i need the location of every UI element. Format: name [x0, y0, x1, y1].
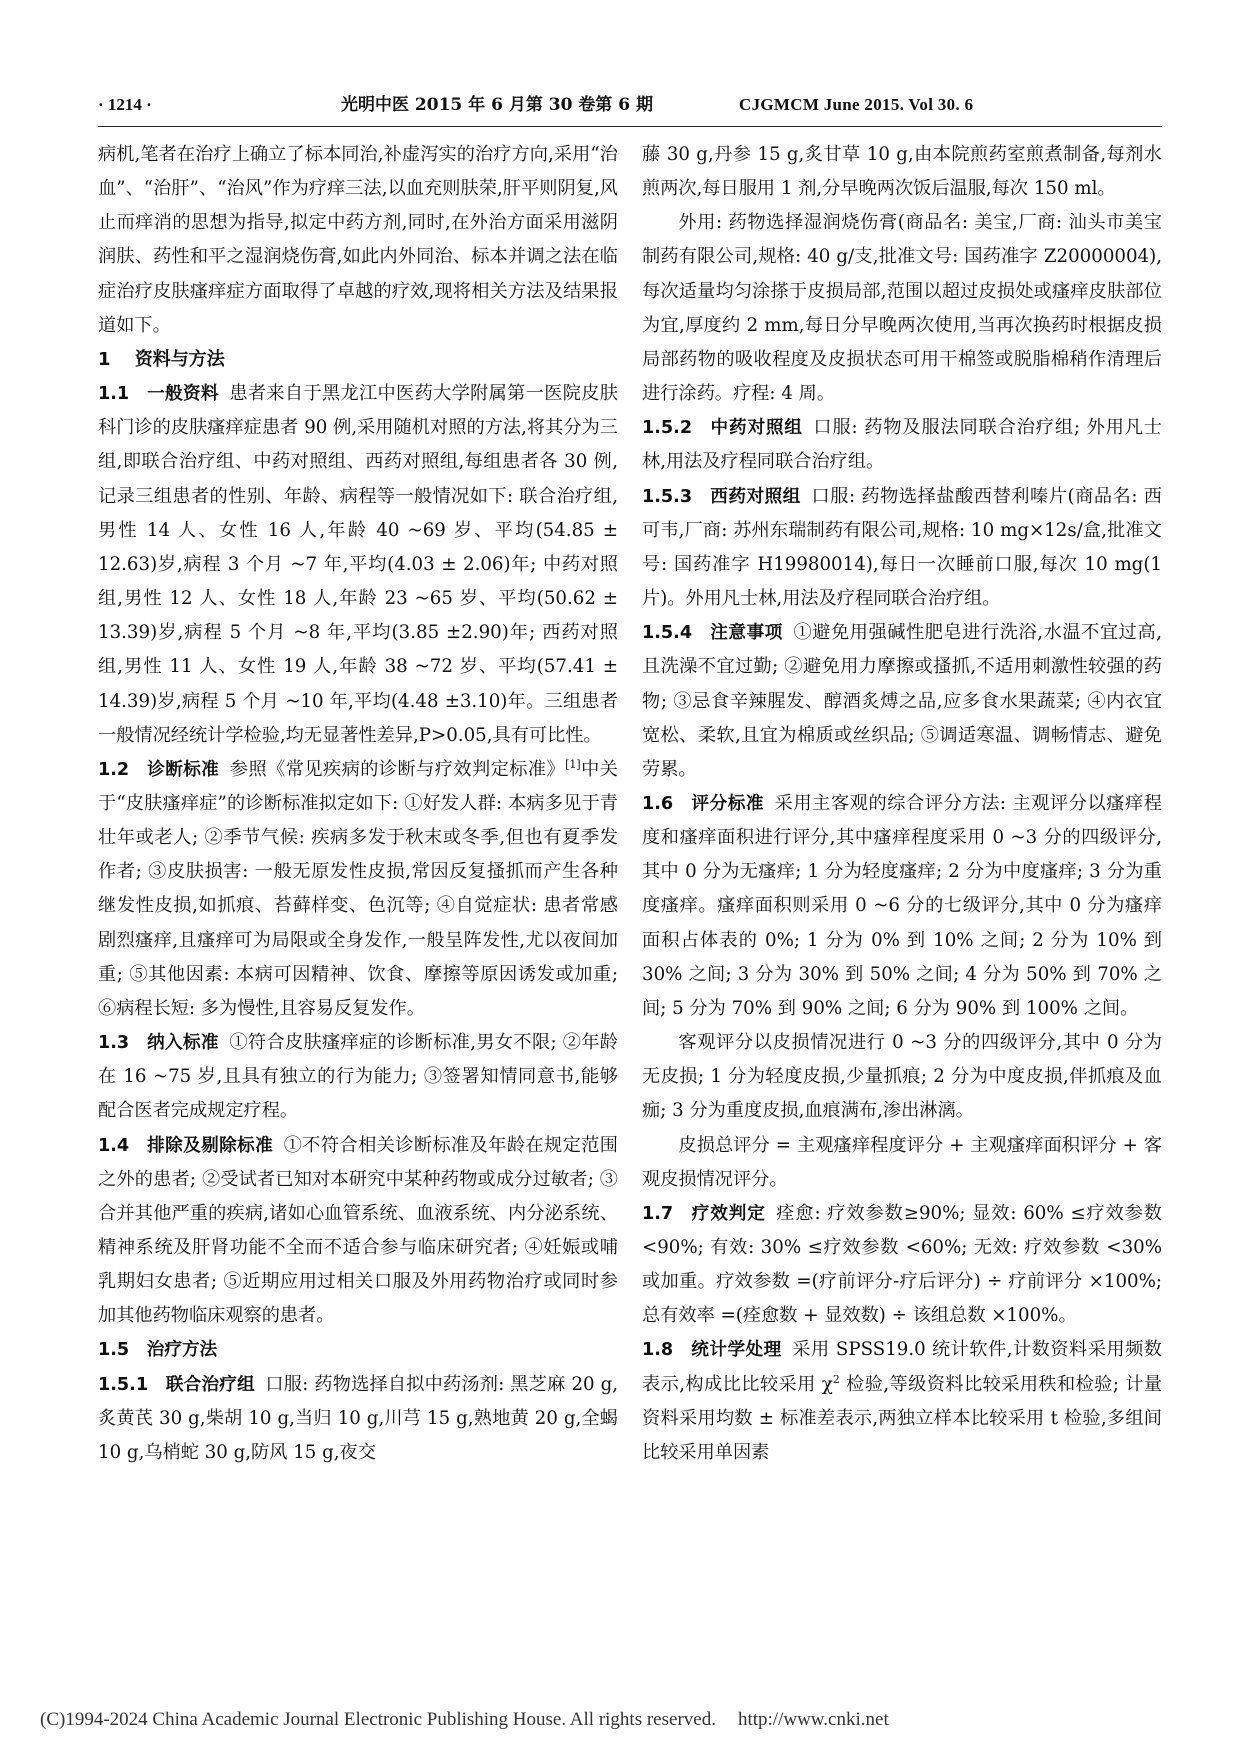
- subsection-text: ①符合皮肤瘙痒症的诊断标准,男女不限; ②年龄在 16 ~75 岁,且具有独立的行为能力; ③签署知情同意书,能够配合医者完成规定疗程。: [98, 1032, 618, 1122]
- subsection-number: 1.5.3: [642, 486, 693, 507]
- subsection-text: ①避免用强碱性肥皂进行洗浴,水温不宜过高,且洗澡不宜过勤; ②避免用力摩擦或搔抓,不适用刺激性较强的药物; ③忌食辛辣腥发、醇酒炙煿之品,应多食水果蔬菜; ④内衣宜宽松、柔软,且宜为棉质或丝织品; ⑤调适寒温、调畅情志、避免劳累。: [642, 622, 1162, 780]
- subsection-text: 口服: 药物选择盐酸西替利嗪片(商品名: 西可韦,厂商: 苏州东瑞制药有限公司,规格: 10 mg×12s/盒,批准文号: 国药准字 H19980014),每日一次睡前口服,每次 10 mg(1 片)。外用凡士林,用法及疗程同联合治疗组。: [642, 485, 1162, 610]
- running-header: [98, 92, 1162, 118]
- subsection-text: 采用 SPSS19.0 统计软件,计数资料采用频数表示,构成比比较采用 χ: [642, 1339, 1162, 1395]
- subsection-text: 痊愈: 疗效参数≥90%; 显效: 60% ≤疗效参数 <90%; 有效: 30% ≤疗效参数 <60%; 无效: 疗效参数 <30% 或加重。疗效参数 =(疗前评分-疗后评分) ÷ 疗前评分 ×100%; 总有效率 =(痊愈数 + 显效数) ÷ 该组总数 ×100%。: [642, 1202, 1162, 1327]
- subsection-text: 患者来自于黑龙江中医药大学附属第一医院皮肤科门诊的皮肤瘙痒症患者 90 例,采用随机对照的方法,将其分为三组,即联合治疗组、中药对照组、西药对照组,每组患者各 30 例,记录三组患者的性别、年龄、病程等一般情况如下: 联合治疗组,男性 14 人、女性 16 人,年龄 40 ~69 岁、平均(54.85 ± 12.63)岁,病程 3 个月 ~7 年,平均(4.03 ± 2.06)年; 中药对照组,男性 12 人、女性 18 人,年龄 23 ~65 岁、平均(50.62 ± 13.39)岁,病程 5 个月 ~8 年,平均(3.85 ±2.90)年; 西药对照组,男性 11 人、女性 19 人,年龄 38 ~72 岁、平均(57.41 ± 14.39)岁,病程 5 个月 ~10 年,平均(4.48 ±3.10)年。三组患者一般情况经统计学检验,均无显著性差异,P>0.05,具有可比性。: [98, 383, 618, 746]
- subsection-heading: [98, 1033, 219, 1053]
- copyright-text: (C)1994-2024 China Academic Journal Electronic Publishing House. All rights reserved.: [40, 1709, 716, 1730]
- subsection-heading: [642, 623, 783, 643]
- section-1-8: [642, 1333, 1162, 1470]
- page-number: · 1214 ·: [98, 95, 152, 114]
- subsection-number: 1.5.1: [98, 1374, 149, 1395]
- section-1-7: [642, 1197, 1162, 1334]
- subsection-title: 纳入标准: [146, 1033, 219, 1054]
- subsection-text: 采用主客观的综合评分方法: 主观评分以瘙痒程度和瘙痒面积进行评分,其中瘙痒程度采用 0 ~3 分的四级评分,其中 0 分为无瘙痒; 1 分为轻度瘙痒; 2 分为中度瘙痒; 3 分为重度瘙痒。瘙痒面积则采用 0 ~6 分的七级评分,其中 0 分为瘙痒面积占体表的 0%; 1 分为 0% 到 10% 之间; 2 分为 10% 到 30% 之间; 3 分为 30% 到 50% 之间; 4 分为 50% 到 70% 之间; 5 分为 70% 到 90% 之间; 6 分为 90% 到 100% 之间。: [642, 792, 1162, 1019]
- subsection-heading: [98, 1340, 217, 1360]
- left-column: [98, 138, 618, 1470]
- header-rule: [98, 126, 1162, 127]
- subsection-title: 西药对照组: [709, 486, 801, 507]
- subsection-number: 1.6: [642, 793, 674, 814]
- subsection-heading: [642, 487, 801, 507]
- subsection-text: 检验,等级资料比较采用秩和检验; 计量资料采用均数 ± 标准差表示,两独立样本比较采用 t 检验,多组间比较采用单因素: [642, 1373, 1162, 1463]
- subsection-heading: [98, 1136, 273, 1156]
- subsection-number: 1.2: [98, 759, 130, 780]
- subsection-title: 中药对照组: [709, 418, 803, 439]
- subsection-number: 1.5.2: [642, 418, 693, 439]
- subsection-heading: [98, 760, 219, 780]
- section-title: 资料与方法: [134, 348, 225, 370]
- section-1-5-3: [642, 480, 1162, 617]
- paragraph-continued: 藤 30 g,丹参 15 g,炙甘草 10 g,由本院煎药室煎煮制备,每剂水煎两次,每日服用 1 剂,分早晚两次饭后温服,每次 150 ml。: [642, 144, 1162, 200]
- footer-copyright: [40, 1706, 1220, 1734]
- subsection-heading: [98, 1375, 255, 1395]
- subsection-number: 1.8: [642, 1340, 674, 1361]
- external-use-paragraph: 外用: 药物选择湿润烧伤膏(商品名: 美宝,厂商: 汕头市美宝制药有限公司,规格: 40 g/支,批准文号: 国药准字 Z20000004),每次适量均匀涂搽于皮损局部,范围以超过皮损处或瘙痒皮肤部位为宜,厚度约 2 mm,每日分早晚两次使用,当再次换药时根据皮损局部药物的吸收程度及皮损状态可用干棉签或脱脂棉稍作清理后进行涂药。疗程: 4 周。: [642, 212, 1162, 405]
- subsection-title: 评分标准: [690, 793, 765, 814]
- subsection-heading: [642, 794, 764, 814]
- section-1-6: [642, 787, 1162, 1026]
- section-1-5-4: [642, 616, 1162, 787]
- subsection-heading: [642, 1204, 766, 1224]
- subsection-heading: [98, 384, 219, 404]
- subsection-number: 1.3: [98, 1033, 130, 1054]
- subsection-number: 1.5.4: [642, 623, 693, 644]
- subsection-title: 治疗方法: [146, 1340, 218, 1361]
- footer-url-link[interactable]: http://www.cnki.net: [737, 1709, 889, 1730]
- journal-title-en: CJGMCM June 2015. Vol 30. 6: [739, 95, 974, 114]
- citation-reference: [1]: [565, 757, 581, 771]
- subsection-heading: [642, 418, 803, 438]
- subsection-text: 口服: 药物选择自拟中药汤剂: 黑芝麻 20 g,炙黄芪 30 g,柴胡 10 g,当归 10 g,川芎 15 g,熟地黄 20 g,全蝎 10 g,乌梢蛇 30 g,防风 15 g,夜交: [98, 1373, 618, 1463]
- subsection-title: 排除及剔除标准: [146, 1135, 274, 1156]
- subsection-title: 统计学处理: [690, 1340, 782, 1361]
- subsection-title: 联合治疗组: [165, 1374, 255, 1395]
- subsection-title: 一般资料: [146, 384, 219, 405]
- subsection-text: 中关于“皮肤瘙痒症”的诊断标准拟定如下: ①好发人群: 本病多见于青壮年或老人; ②季节气候: 疾病多发于秋末或冬季,但也有夏季发作者; ③皮肤损害: 一般无原发性皮损,常因反复搔抓而产生各种继发性皮损,如抓痕、苔藓样变、色沉等; ④自觉症状: 患者常感剧烈瘙痒,且瘙痒可为局限或全身发作,一般呈阵发性,尤以夜间加重; ⑤其他因素: 本病可因精神、饮食、摩擦等原因诱发或加重; ⑥病程长短: 多为慢性,且容易反复发作。: [98, 758, 618, 1019]
- section-1-5-1: [98, 1368, 618, 1470]
- right-column: [642, 138, 1162, 1470]
- subsection-title: 注意事项: [709, 623, 783, 644]
- subsection-text: 口服: 药物及服法同联合治疗组; 外用凡士林,用法及疗程同联合治疗组。: [642, 417, 1162, 473]
- subsection-text: ①不符合相关诊断标准及年龄在规定范围之外的患者; ②受试者已知对本研究中某种药物或成分过敏者; ③合并其他严重的疾病,诸如心血管系统、血液系统、内分泌系统、精神系统及肝肾功能不全而不适合参与临床研究者; ④妊娠或哺乳期妇女患者; ⑤近期应用过相关口服及外用药物治疗或同时参加其他药物临床观察的患者。: [98, 1134, 618, 1327]
- intro-paragraph: 病机,笔者在治疗上确立了标本同治,补虚泻实的治疗方向,采用“治血”、“治肝”、“治风”作为疗痒三法,以血充则肤荣,肝平则阴复,风止而痒消的思想为指导,拟定中药方剂,同时,在外治方面采用滋阴润肤、药性和平之湿润烧伤膏,如此内外同治、标本并调之法在临症治疗皮肤瘙痒症方面取得了卓越的疗效,现将相关方法及结果报道如下。: [98, 144, 618, 336]
- subsection-number: 1.4: [98, 1135, 130, 1156]
- superscript: 2: [832, 1372, 840, 1386]
- section-1-2: [98, 753, 618, 1026]
- total-score-paragraph: 皮损总评分 = 主观瘙痒程度评分 + 主观瘙痒面积评分 + 客观皮损情况评分。: [642, 1134, 1162, 1190]
- subsection-text: 参照《常见疾病的诊断与疗效判定标准》: [229, 758, 566, 780]
- subsection-title: 诊断标准: [146, 759, 220, 780]
- subsection-heading: [642, 1340, 782, 1360]
- objective-score-paragraph: 客观评分以皮损情况进行 0 ~3 分的四级评分,其中 0 分为无皮损; 1 分为轻度皮损,少量抓痕; 2 分为中度皮损,伴抓痕及血痂; 3 分为重度皮损,血痕满布,渗出淋漓。: [642, 1032, 1162, 1122]
- section-1-4: [98, 1129, 618, 1334]
- subsection-number: 1.1: [98, 384, 130, 405]
- section-1-1: [98, 377, 618, 753]
- section-1-5-2: [642, 411, 1162, 479]
- subsection-number: 1.7: [642, 1203, 674, 1224]
- subsection-title: 疗效判定: [690, 1203, 766, 1224]
- section-number: 1: [98, 348, 111, 370]
- journal-title-cn: 光明中医 2015 年 6 月第 30 卷第 6 期: [341, 95, 653, 115]
- subsection-number: 1.5: [98, 1340, 130, 1361]
- section-1-3: [98, 1026, 618, 1128]
- section-1-heading: [98, 343, 618, 377]
- section-1-5: [98, 1333, 618, 1367]
